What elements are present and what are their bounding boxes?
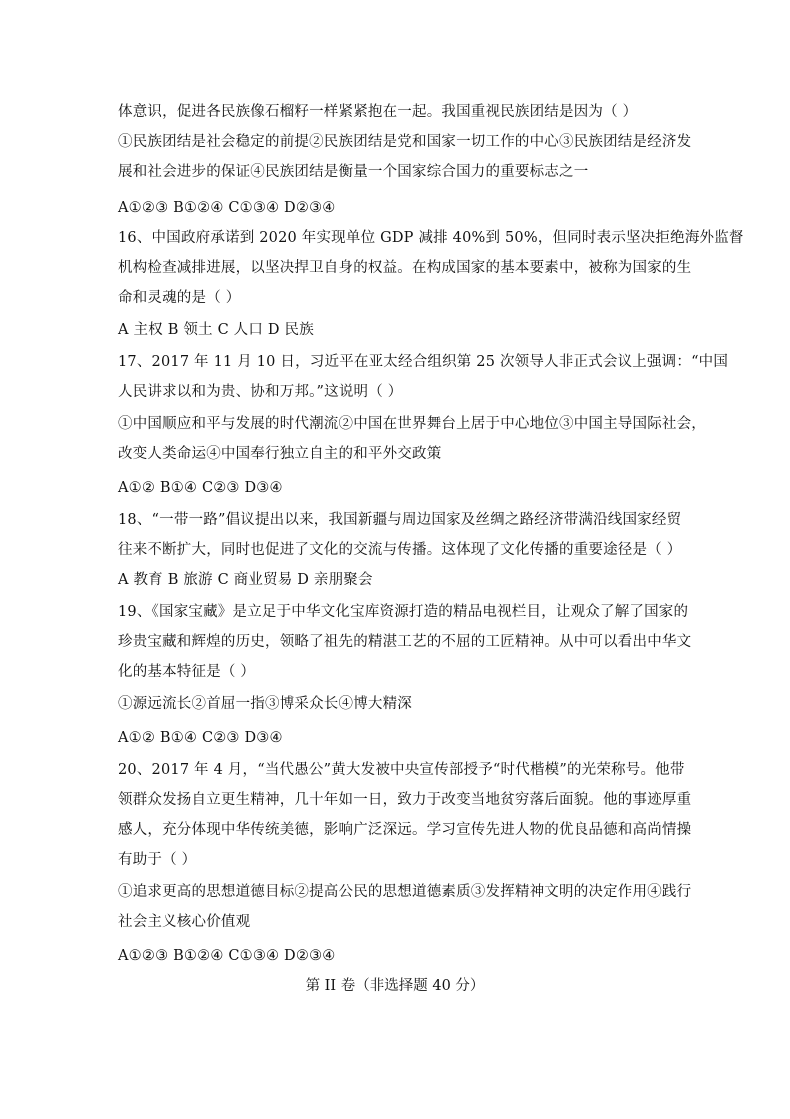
answer-options: A①② B①④ C②③ D③④ (118, 730, 283, 746)
answer-options: A①②③ B①②④ C①③④ D②③④ (118, 200, 336, 216)
text-line: ①中国顺应和平与发展的时代潮流②中国在世界舞台上居于中心地位③中国主导国际社会， (118, 416, 706, 432)
text-line: ①民族团结是社会稳定的前提②民族团结是党和国家一切工作的中心③民族团结是经济发 (118, 134, 692, 150)
answer-options: A①② B①④ C②③ D③④ (118, 480, 283, 496)
answer-options: A 教育 B 旅游 C 商业贸易 D 亲朋聚会 (118, 572, 373, 588)
text-line: 改变人类命运④中国奉行独立自主的和平外交政策 (118, 446, 442, 462)
text-line: 命和灵魂的是（ ） (118, 290, 241, 306)
text-line: 社会主义核心价值观 (118, 914, 251, 930)
question-17: 17、2017 年 11 月 10 日，习近平在亚太经合组织第 25 次领导人非正式会议上强调：“中国 (118, 354, 729, 370)
text-line: 珍贵宝藏和辉煌的历史，领略了祖先的精湛工艺的不屈的工匠精神。从中可以看出中华文 (118, 634, 692, 650)
answer-options: A 主权 B 领土 C 人口 D 民族 (118, 322, 314, 338)
text-line: 展和社会进步的保证④民族团结是衡量一个国家综合国力的重要标志之一 (118, 164, 589, 180)
text-line: 体意识，促进各民族像石榴籽一样紧紧抱在一起。我国重视民族团结是因为（ ） (118, 104, 638, 120)
question-16: 16、中国政府承诺到 2020 年实现单位 GDP 减排 40%到 50%，但同时表示坚决拒绝海外监督 (118, 230, 744, 246)
text-line: ①追求更高的思想道德目标②提高公民的思想道德素质③发挥精神文明的决定作用④践行 (118, 884, 692, 900)
question-20: 20、2017 年 4 月，“当代愚公”黄大发被中央宣传部授予“时代楷模”的光荣称号。他带 (118, 762, 685, 778)
text-line: 人民讲求以和为贵、协和万邦。”这说明（ ） (118, 384, 403, 400)
text-line: 化的基本特征是（ ） (118, 664, 256, 680)
text-line: ①源远流长②首屈一指③博采众长④博大精深 (118, 696, 412, 712)
answer-options: A①②③ B①②④ C①③④ D②③④ (118, 948, 336, 964)
text-line: 机构检查减排进展，以坚决捍卫自身的权益。在构成国家的基本要素中，被称为国家的生 (118, 260, 692, 276)
question-19: 19、《国家宝藏》是立足于中华文化宝库资源打造的精品电视栏目，让观众了解了国家的 (118, 604, 689, 620)
text-line: 有助于（ ） (118, 852, 197, 868)
text-line: 往来不断扩大，同时也促进了文化的交流与传播。这体现了文化传播的重要途径是（ ） (118, 542, 682, 558)
section-title: 第 II 卷（非选择题 40 分） (305, 978, 485, 994)
text-line: 感人，充分体现中华传统美德，影响广泛深远。学习宣传先进人物的优良品德和高尚情操 (118, 822, 692, 838)
text-line: 领群众发扬自立更生精神，几十年如一日，致力于改变当地贫穷落后面貌。他的事迹厚重 (118, 792, 692, 808)
question-18: 18、“一带一路”倡议提出以来，我国新疆与周边国家及丝绸之路经济带满沿线国家经贸 (118, 512, 682, 528)
